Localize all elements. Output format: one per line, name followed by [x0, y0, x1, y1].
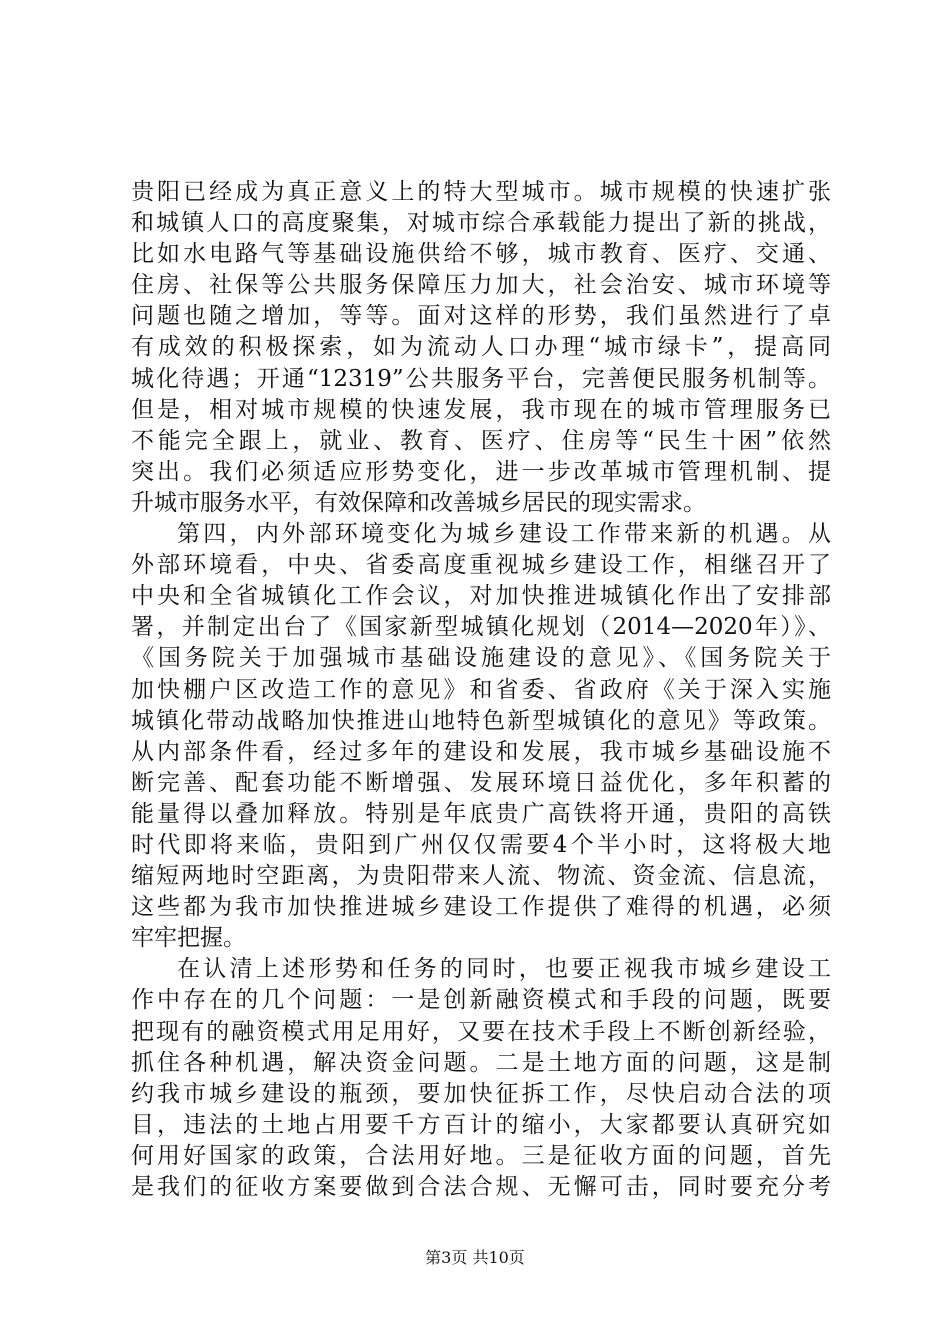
text-line: 中央和全省城镇化工作会议，对加快推进城镇化作出了安排部 — [131, 583, 831, 610]
text-line: 能量得以叠加释放。特别是年底贵广高铁将开通，贵阳的高铁 — [131, 800, 831, 827]
text-line: 有成效的积极探索，如为流动人口办理“城市绿卡”，提高同 — [131, 334, 831, 361]
text-line: 《国务院关于加强城市基础设施建设的意见》、《国务院关于 — [131, 645, 831, 672]
text-line: 城镇化带动战略加快推进山地特色新型城镇化的意见》等政策。 — [131, 707, 831, 734]
text-line: 住房、社保等公共服务保障压力加大，社会治安、城市环境等 — [131, 272, 831, 299]
text-line: 作中存在的几个问题：一是创新融资模式和手段的问题，既要 — [131, 987, 831, 1014]
text-line: 突出。我们必须适应形势变化，进一步改革城市管理机制、提 — [131, 458, 831, 485]
text-line: 断完善、配套功能不断增强、发展环境日益优化，多年积蓄的 — [131, 769, 831, 796]
paragraph-first-line: 在认清上述形势和任务的同时，也要正视我市城乡建设工 — [177, 956, 831, 983]
text-line: 问题也随之增加，等等。面对这样的形势，我们虽然进行了卓 — [131, 303, 831, 330]
text-line: 缩短两地时空距离，为贵阳带来人流、物流、资金流、信息流， — [131, 863, 831, 890]
text-line: 比如水电路气等基础设施供给不够，城市教育、医疗、交通、 — [131, 241, 831, 268]
text-line: 目，违法的土地占用要千方百计的缩小，大家都要认真研究如 — [131, 1111, 831, 1138]
text-line: 时代即将来临，贵阳到广州仅仅需要4个半小时，这将极大地 — [131, 831, 831, 858]
body-text — [131, 177, 831, 1203]
text-line: 牢牢把握。 — [131, 925, 246, 952]
text-line: 这些都为我市加快推进城乡建设工作提供了难得的机遇，必须 — [131, 894, 831, 921]
text-line: 贵阳已经成为真正意义上的特大型城市。城市规模的快速扩张 — [131, 179, 831, 205]
text-line: 加快棚户区改造工作的意见》和省委、省政府《关于深入实施 — [131, 676, 831, 703]
text-line: 抓住各种机遇，解决资金问题。二是土地方面的问题，这是制 — [131, 1049, 831, 1076]
text-line: 是我们的征收方案要做到合法合规、无懈可击，同时要充分考 — [131, 1174, 831, 1200]
text-line: 外部环境看，中央、省委高度重视城乡建设工作，相继召开了 — [131, 552, 831, 579]
text-line: 但是，相对城市规模的快速发展，我市现在的城市管理服务已 — [131, 396, 831, 423]
text-line: 署，并制定出台了《国家新型城镇化规划（2014—2020年）》、 — [131, 614, 831, 641]
text-line: 何用好国家的政策，合法用好地。三是征收方面的问题，首先 — [131, 1142, 831, 1169]
paragraph-first-line: 第四，内外部环境变化为城乡建设工作带来新的机遇。从 — [177, 521, 831, 548]
text-line: 约我市城乡建设的瓶颈，要加快征拆工作，尽快启动合法的项 — [131, 1080, 831, 1107]
text-line: 和城镇人口的高度聚集，对城市综合承载能力提出了新的挑战， — [131, 210, 831, 237]
text-line: 从内部条件看，经过多年的建设和发展，我市城乡基础设施不 — [131, 738, 831, 765]
text-line: 把现有的融资模式用足用好，又要在技术手段上不断创新经验， — [131, 1018, 831, 1045]
text-line: 不能完全跟上，就业、教育、医疗、住房等“民生十困”依然 — [131, 427, 831, 454]
text-line: 城化待遇；开通“12319”公共服务平台，完善便民服务机制等。 — [131, 365, 831, 392]
text-line: 升城市服务水平，有效保障和改善城乡居民的现实需求。 — [131, 489, 706, 516]
page-footer: 第3页 共10页 — [425, 1248, 525, 1267]
